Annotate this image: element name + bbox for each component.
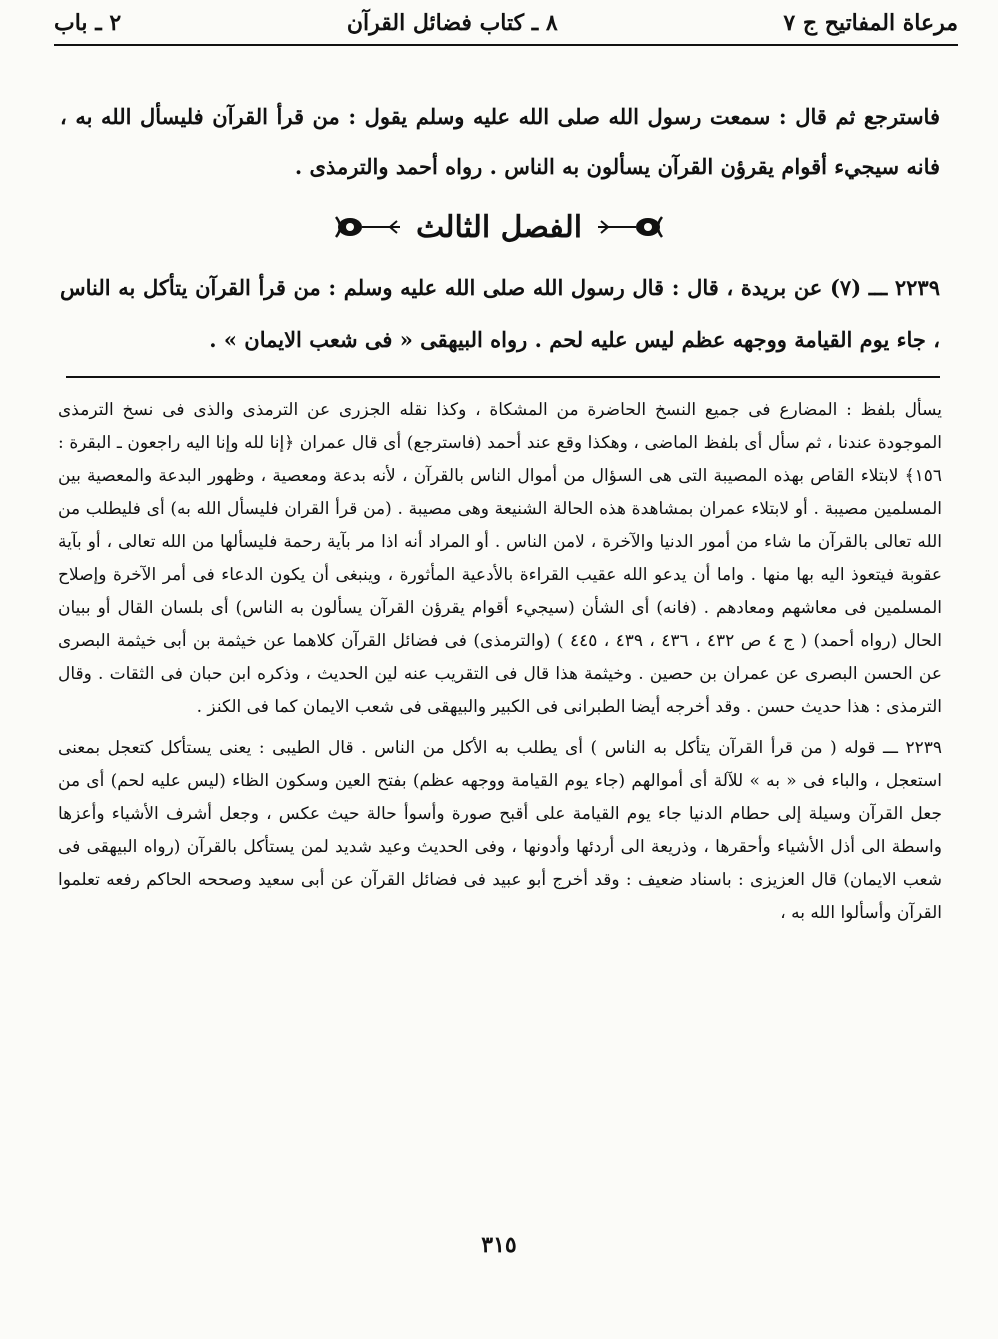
commentary-paragraph: يسأل بلفظ : المضارع فى جميع النسخ الحاضرة من المشكاة ، وكذا نقله الجزرى عن الترمذى والذى فى نسخ الترمذى الموجودة عندنا ، ثم سأل أى بلفظ الماضى ، وهكذا وقع عند أحمد (فاسترجع) أى قال عمران ﴿إنا لله وإنا اليه راجعون ـ البقرة : ١٥٦﴾ لابتلاء القاص بهذه المصيبة التى هى السؤال من أموال الناس بالقرآن ، لأنه بدعة ومعصية ، وظهور البدعة والمعصية بين المسلمين مصيبة . أو لابتلاء عمران بمشاهدة هذه الحالة الشنيعة وهى مصيبة . (من قرأ القران فليسأل الله به) أى فليطلب من الله تعالى بالقرآن ما شاء من أمور الدنيا والآخرة ، لامن الناس . أو المراد أنه اذا مر بآية رحمة فليسألها من الله تعالى ، أو بآية عقوبة فيتعوذ اليه بها منها . واما أن يدعو الله عقيب القراءة بالأدعية المأثورة ، وينبغى أن يكون الدعاء فى أمر الآخرة وإصلاح المسلمين فى معاشهم ومعادهم . (فانه) أى الشأن (سيجيء أقوام يقرؤن القرآن يسألون به الناس) أى بلسان القال أو ببيان الحال (رواه أحمد) ( ج ٤ ص ٤٣٢ ، ٤٣٦ ، ٤٣٩ ، ٤٤٥ ) (والترمذى) فى فضائل القرآن كلاهما عن خيثمة بن أبى خيثمة البصرى عن الحسن البصرى عن عمران بن حصين . وخيثمة هذا قال فى التقريب عنه لين الحديث ، وذكره ابن حبان فى الثقات . وقال الترمذى : هذا حديث حسن . وقد أخرجه أيضا الطبرانى فى الكبير والبيهقى فى شعب الايمان كما فى الكنز . — [58, 400, 942, 717]
commentary-block — [58, 394, 942, 938]
ornament-right-icon — [596, 212, 666, 242]
main-text: فاسترجع ثم قال : سمعت رسول الله صلى الله عليه وسلم يقول : من قرأ القرآن فليسأل الله به ، فانه سيجيء أقوام يقرؤن القرآن يسألون به الناس . رواه أحمد والترمذى . — [60, 104, 940, 179]
header-chapter: ٢ ـ باب — [54, 10, 122, 36]
header-book-title: ٨ ـ كتاب فضائل القرآن — [346, 10, 558, 36]
header-rule — [54, 44, 958, 46]
hadith-block — [60, 262, 940, 366]
main-text-block — [60, 92, 940, 192]
section-title: الفصل الثالث — [415, 209, 583, 245]
running-header — [54, 6, 958, 40]
page-number: ٣١٥ — [481, 1232, 517, 1258]
commentary-paragraph: ٢٢٣٩ ـــ قوله ( من قرأ القرآن يتأكل به الناس ) أى يطلب به الأكل من الناس . قال الطيبى : يعنى يستأكل كتعجل بمعنى استعجل ، والباء فى « به » للآلة أى أموالهم (جاء يوم القيامة ووجهه عظم) بفتح العين وسكون الظاء (ليس عليه لحم) أى من جعل القرآن وسيلة إلى حطام الدنيا جاء يوم القيامة على أقبح صورة وأسوأ حالة حيث عكس ، وجعل أشرف الأشياء وأعزها واسطة الى أذل الأشياء وأحقرها ، وذريعة الى أردئها وأدونها ، وفى الحديث وعيد شديد لمن يستأكل بالقرآن (رواه البيهقى فى شعب الايمان) قال العزيزى : باسناد ضعيف : وقد أخرج أبو عبيد فى فضائل القرآن عن أبى سعيد وصححه الحاكم رفعه تعلموا القرآن وأسألوا الله به ، — [58, 738, 942, 923]
hadith-text: ٢٢٣٩ ـــ (٧) عن بريدة ، قال : قال رسول الله صلى الله عليه وسلم : من قرأ القرآن يتأكل به الناس ، جاء يوم القيامة ووجهه عظم ليس عليه لحم . رواه البيهقى « فى شعب الايمان » . — [60, 275, 940, 352]
footnote-divider — [66, 376, 940, 378]
ornament-left-icon — [332, 212, 402, 242]
header-volume-title: مرعاة المفاتيح ج ٧ — [783, 10, 958, 36]
section-heading — [0, 200, 998, 254]
